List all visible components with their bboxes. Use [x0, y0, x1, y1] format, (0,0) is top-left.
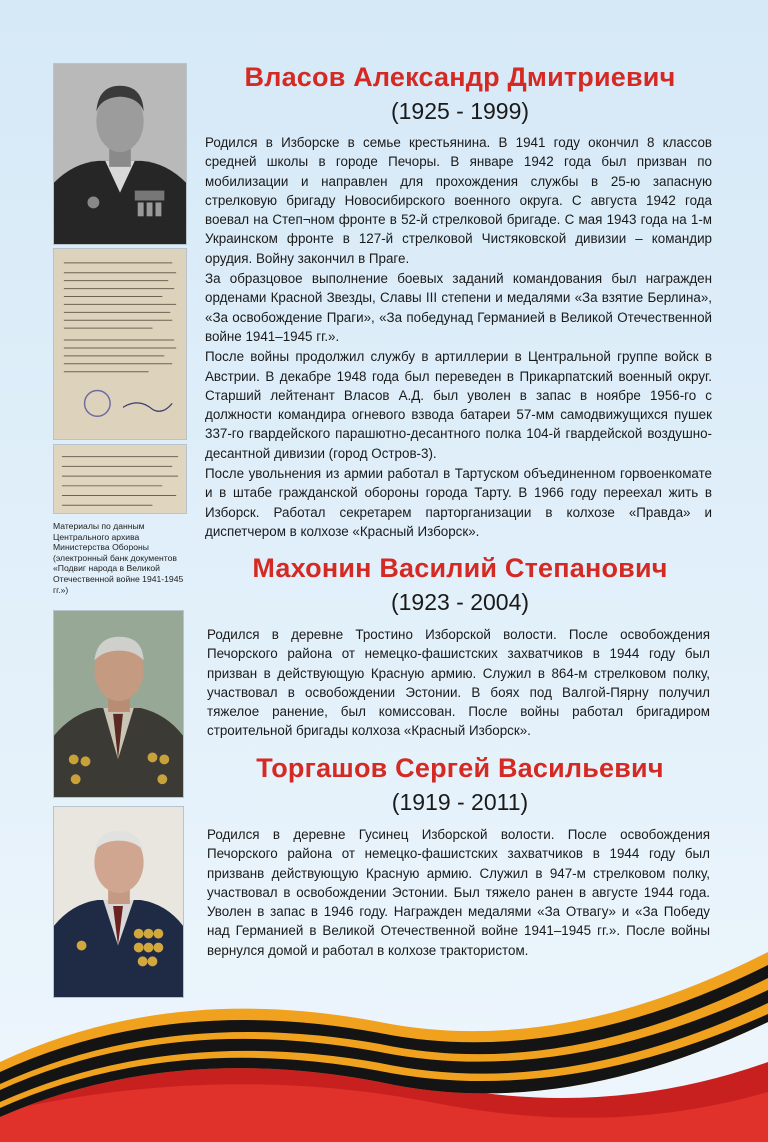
person-years: (1919 - 2011) — [391, 789, 529, 815]
biography-paragraph: Родился в Изборске в семье крестьянина. В 1941 году окончил 8 классов средней школы в городе Печоры. В январе 1942 года был призван по мобилизации и направлен для прохождения службы в 25-ю запасную стрелковую бригаду Новосибирского военного округа. С августа 1942 года воевал на Степ¬ном фронте в 52-й стрелковой бригаде. С мая 1943 года на 1-м Украинском фронте в 127-й стрелковой Чистяковской дивизии – командир орудия. Войну закончил в Праге. — [205, 135, 712, 266]
st-george-ribbon — [0, 912, 768, 1142]
biography-paragraph: После войны продолжил службу в артиллерии в Центральной группе войск в Австрии. В декабре 1948 года был переведен в Прикарпатский военный округ. Старший лейтенант Власов А.Д. был уволен в запас в ноябре 1956-го с должности командира огневого взвода батареи 57-мм самодвижущихся пушек 337-го гвардейского парашютно-десантного полка 104-й гвардейской воздушно-десантной дивизии (город Остров-3). — [205, 349, 712, 461]
archive-caption: Материалы по данным Центрального архива Министерства Обороны (электронный банк документов «Подвиг народа в Великой Отечественной войне 1941-1945 гг.») — [53, 521, 184, 595]
biography-paragraph: За образцовое выполнение боевых заданий командования был награжден орденами Красной Звезды, Славы III степени и медалями «За взятие Берлина», «За освобождение Праги», «За победунад Германией в Великой Отечественной войне 1941–1945 гг.». — [205, 271, 712, 344]
biography-paragraph: После увольнения из армии работал в Тартуском объединенном горвоенкомате и в штабе гражданской обороны города Тарту. В 1966 году переехал жить в Изборск. Работал секретарем парторганизации в колхозе «Правда» и диспетчером в колхозе «Красный Изборск». — [205, 466, 712, 539]
person-years: (1925 - 1999) — [390, 98, 530, 124]
person-name: Махонин Василий Степанович — [252, 553, 668, 583]
person-name: Власов Александр Дмитриевич — [244, 62, 676, 92]
person-years: (1923 - 2004) — [390, 589, 530, 615]
biography-paragraph: Родился в деревне Гусинец Изборской волости. После освобождения Печорского района от немецко-фашистских захватчиков в 1944 году был призванв действующую Красную армию. Служил в 947-м стрелковом полку, участвовал в освобождении Эстонии. Был тяжело ранен в августе 1944 года. Уволен в запас в 1946 году. Награжден медалями «За Отвагу» и «За Победу над Германией в Великой Отечественной войне 1941–1945 гг.». После войны вернулся домой и работал в колхозе трактористом. — [207, 827, 710, 958]
portrait-makhonin — [53, 610, 184, 798]
biography-paragraph: Родился в деревне Тростино Изборской волости. После освобождения Печорского района от немецко-фашистских захватчиков в 1944 году был призван в действующую Красную армию. Служил в 864-м стрелковом полку, участвовал в освобождении Эстонии. В боях под Валгой-Пярну получил тяжелое ранение, был комиссован. После войны работал бригадиром строительной бригады колхоза «Красный Изборск». — [207, 627, 710, 739]
portrait-vlasov — [53, 63, 187, 245]
archive-document-strip — [53, 444, 187, 514]
person-biography — [205, 133, 712, 542]
archive-document-image — [53, 248, 187, 440]
person-biography — [207, 625, 710, 742]
person-name: Торгашов Сергей Васильевич — [256, 753, 664, 783]
